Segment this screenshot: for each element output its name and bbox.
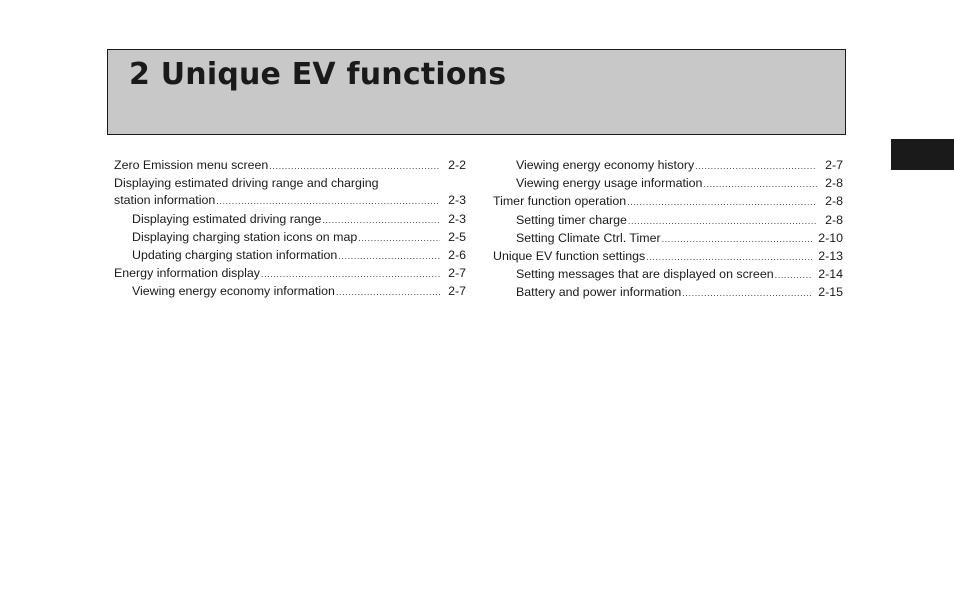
- chapter-title: 2 Unique EV functions: [129, 57, 507, 92]
- toc-entry-page: 2-2: [448, 158, 466, 172]
- toc-leader-dots: [216, 193, 440, 210]
- toc-entry-title: station information: [114, 193, 216, 208]
- toc-entry-title: Zero Emission menu screen: [114, 158, 269, 172]
- toc-entry-timer-function[interactable]: [493, 193, 843, 211]
- toc-entry-estimated-range-charging[interactable]: [114, 192, 466, 210]
- toc-entry-title-line1[interactable]: Displaying estimated driving range and charging: [114, 176, 379, 191]
- toc-leader-dots: [269, 158, 440, 175]
- toc-entry-title: Energy information display: [114, 266, 261, 281]
- toc-entry-page: 2-5: [448, 229, 466, 244]
- toc-entry-energy-info-display[interactable]: [114, 265, 466, 283]
- toc-entry-title: Setting messages that are displayed on screen: [516, 267, 774, 282]
- toc-entry-page: 2-8: [825, 176, 843, 191]
- toc-entry-title: Setting timer charge: [516, 212, 627, 227]
- toc-entry-charging-icons[interactable]: [114, 229, 466, 247]
- chapter-thumb-tab: [891, 139, 954, 170]
- toc-leader-dots: [338, 248, 440, 265]
- toc-entry-title: Timer function operation: [493, 194, 627, 209]
- toc-left-column: [114, 157, 466, 302]
- toc-leader-dots: [662, 231, 813, 248]
- toc-entry-page: 2-7: [448, 284, 466, 299]
- toc-leader-dots: [336, 284, 440, 301]
- toc-entry-title: Viewing energy economy history: [516, 158, 695, 172]
- toc-leader-dots: [775, 267, 813, 284]
- toc-entry-title: Displaying estimated driving range: [132, 211, 322, 226]
- toc-entry-page: 2-14: [818, 267, 843, 282]
- toc-entry-updating-stations[interactable]: [114, 247, 466, 265]
- toc-leader-dots: [261, 266, 440, 283]
- toc-entry-page: 2-7: [825, 158, 843, 172]
- toc-leader-dots: [695, 158, 817, 175]
- toc-leader-dots: [627, 194, 817, 211]
- toc-entry-page: 2-7: [448, 266, 466, 281]
- toc-entry-page: 2-13: [818, 249, 843, 264]
- toc-entry-page: 2-3: [448, 193, 466, 208]
- toc-entry-title: Viewing energy economy information: [132, 284, 335, 299]
- toc-entry-climate-ctrl-timer[interactable]: [493, 230, 843, 248]
- toc-entry-page: 2-6: [448, 248, 466, 263]
- toc-entry-title: Setting Climate Ctrl. Timer: [516, 230, 661, 245]
- toc-entry-title: Battery and power information: [516, 285, 682, 300]
- toc-entry-page: 2-3: [448, 211, 466, 226]
- toc-leader-dots: [682, 285, 812, 302]
- toc-entry-energy-usage-info[interactable]: [493, 175, 843, 193]
- toc-entry-title: Unique EV function settings: [493, 249, 646, 264]
- toc-entry-energy-economy-history[interactable]: [493, 157, 843, 175]
- toc-entry-battery-power-info[interactable]: [493, 284, 843, 302]
- toc-right-column: [493, 157, 843, 303]
- toc-entry-timer-charge[interactable]: [493, 212, 843, 230]
- toc-entry-energy-economy-info[interactable]: [114, 283, 466, 301]
- toc-entry-title: Viewing energy usage information: [516, 176, 703, 191]
- toc-leader-dots: [646, 249, 812, 266]
- toc-entry-page: 2-8: [825, 194, 843, 209]
- toc-leader-dots: [628, 213, 817, 230]
- toc-entry-title: Updating charging station information: [132, 248, 338, 263]
- toc-entry-screen-messages[interactable]: [493, 266, 843, 284]
- chapter-header: [107, 49, 846, 135]
- toc-entry-title: Displaying charging station icons on map: [132, 229, 358, 244]
- toc-entry-zero-emission-menu[interactable]: [114, 157, 466, 175]
- toc-entry-displaying-range[interactable]: [114, 211, 466, 229]
- toc-entry-page: 2-10: [818, 230, 843, 245]
- toc-leader-dots: [322, 212, 440, 229]
- toc-entry-page: 2-15: [818, 285, 843, 300]
- toc-entry-ev-function-settings[interactable]: [493, 248, 843, 266]
- toc-entry-page: 2-8: [825, 212, 843, 227]
- toc-leader-dots: [703, 176, 817, 193]
- toc-leader-dots: [358, 230, 440, 247]
